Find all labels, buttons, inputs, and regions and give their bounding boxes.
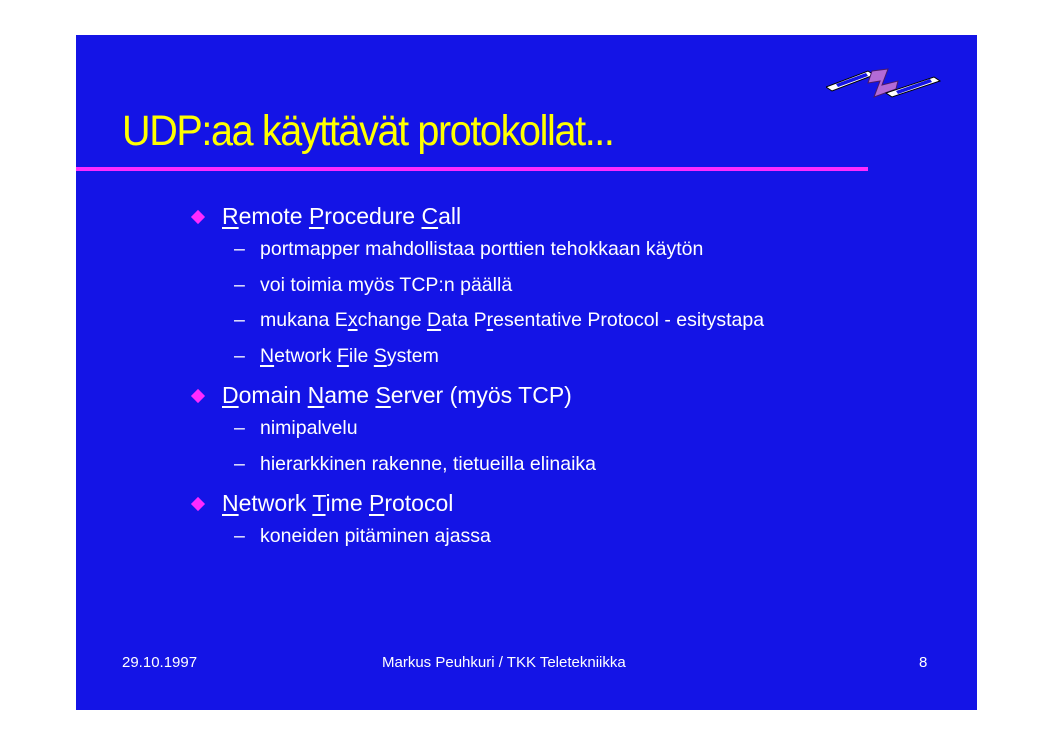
dash-marker: –: [234, 344, 245, 367]
text-segment: nimipalvelu: [260, 417, 358, 439]
text-segment: rocedure: [324, 203, 422, 229]
text-segment: T: [312, 490, 326, 516]
text-segment: ile: [348, 344, 374, 367]
slide-title: UDP:aa käyttävät protokollat...: [122, 107, 614, 155]
bullet-diamond-icon: [191, 497, 205, 511]
bullet-diamond-icon: [191, 389, 205, 403]
text-segment: mukana E: [260, 309, 348, 331]
text-segment: F: [336, 344, 349, 367]
text-segment: ime: [325, 490, 369, 516]
sub-bullet-item: [260, 453, 596, 476]
dash-marker: –: [234, 309, 245, 331]
footer-author: Markus Peuhkuri / TKK Teletekniikka: [382, 654, 626, 671]
dash-marker: –: [234, 417, 245, 439]
text-segment: S: [373, 344, 387, 367]
text-segment: voi toimia myös TCP:n päällä: [260, 273, 513, 296]
text-segment: C: [421, 203, 439, 229]
text-segment: etwork: [274, 344, 337, 367]
sub-bullet-item: [260, 345, 439, 368]
text-segment: koneiden pitäminen ajassa: [260, 525, 491, 547]
sub-bullet-item: [260, 309, 764, 332]
text-segment: rotocol: [384, 490, 454, 516]
text-segment: erver (myös TCP): [390, 382, 572, 408]
text-segment: ystem: [386, 344, 439, 367]
text-segment: x: [347, 309, 358, 331]
bullet-list: [76, 35, 977, 710]
text-segment: etwork: [238, 490, 313, 516]
dash-marker: –: [234, 238, 245, 260]
text-segment: emote: [238, 203, 309, 229]
text-segment: P: [308, 203, 325, 229]
page-number: 8: [919, 654, 928, 671]
slide: [76, 35, 977, 710]
text-segment: portmapper mahdollistaa porttien tehokkaan käytön: [260, 238, 704, 260]
footer-date: 29.10.1997: [122, 654, 198, 671]
bullet-item: [222, 490, 453, 517]
text-segment: omain: [238, 382, 308, 408]
text-segment: N: [260, 344, 275, 367]
text-segment: N: [222, 490, 239, 516]
text-segment: R: [222, 203, 239, 229]
sub-bullet-item: [260, 417, 358, 440]
sub-bullet-item: [260, 238, 703, 261]
text-segment: D: [222, 382, 239, 408]
text-segment: change: [357, 309, 427, 331]
bullet-diamond-icon: [191, 210, 205, 224]
text-segment: r: [486, 309, 494, 331]
text-segment: ame: [324, 382, 376, 408]
text-segment: P: [369, 490, 385, 516]
bullet-item: [222, 203, 461, 230]
text-segment: D: [426, 309, 442, 331]
text-segment: hierarkkinen rakenne, tietueilla elinaika: [260, 452, 597, 475]
sub-bullet-item: [260, 274, 512, 297]
dash-marker: –: [234, 273, 245, 296]
text-segment: esentative Protocol - esitystapa: [493, 309, 765, 331]
text-segment: S: [375, 382, 391, 408]
dash-marker: –: [234, 452, 245, 475]
sub-bullet-item: [260, 525, 491, 548]
text-segment: N: [307, 382, 325, 408]
text-segment: ata P: [441, 309, 487, 331]
text-segment: all: [438, 203, 462, 229]
bullet-item: [222, 382, 572, 409]
dash-marker: –: [234, 525, 245, 547]
